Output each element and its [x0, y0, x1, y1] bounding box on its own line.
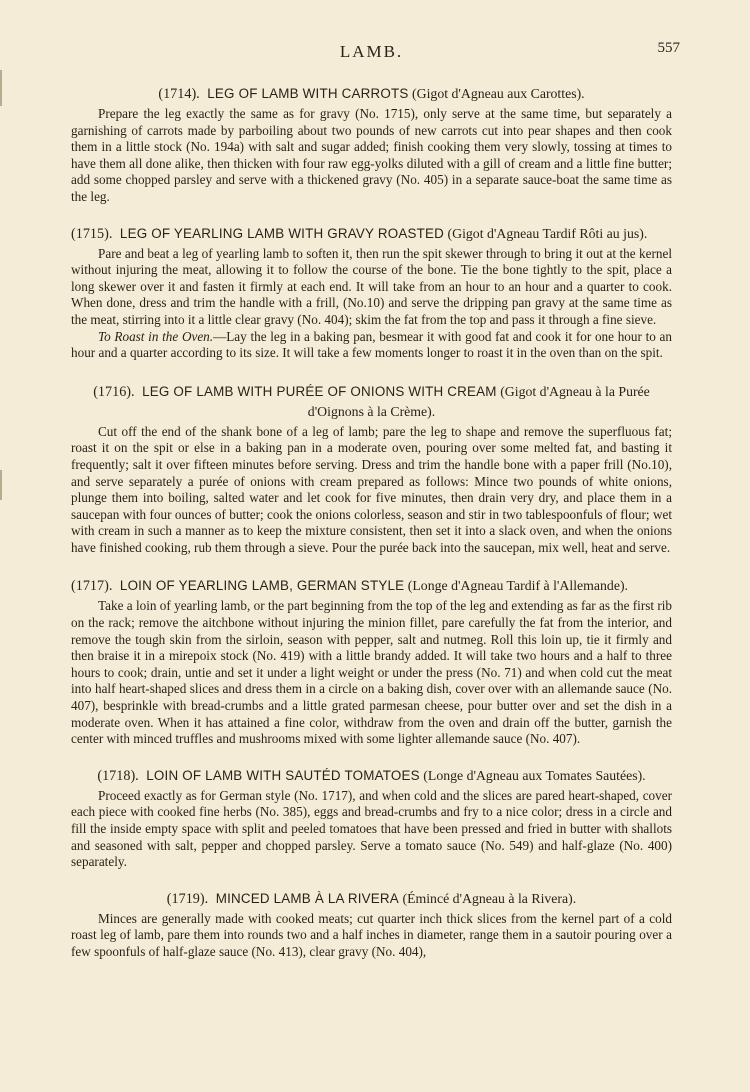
- recipe-french-title: (Longe d'Agneau Tardif à l'Allemande).: [407, 578, 628, 594]
- recipe-number: (1714).: [158, 86, 200, 102]
- recipe-number: (1719).: [166, 890, 209, 907]
- recipe-title: LEG OF YEARLING LAMB WITH GRAVY ROASTED: [119, 225, 444, 241]
- recipe-french-title: (Gigot d'Agneau à la Purée d'Oignons à la Crème).: [307, 383, 650, 419]
- recipe-1714: [71, 84, 672, 206]
- recipe-heading: [71, 224, 672, 244]
- subsection-lead: To Roast in the Oven.: [98, 328, 214, 344]
- recipe-title: MINCED LAMB À LA RIVERA: [215, 890, 399, 906]
- page-edge-mark: [0, 70, 2, 106]
- recipe-subsection: [71, 329, 672, 362]
- running-head: [71, 38, 680, 68]
- recipe-heading: [71, 766, 672, 786]
- page-number: 557: [657, 40, 680, 56]
- recipe-title: LEG OF LAMB WITH CARROTS: [207, 86, 409, 101]
- page-edge-mark: [0, 470, 2, 500]
- running-title: LAMB.: [339, 42, 404, 61]
- recipe-title: LOIN OF YEARLING LAMB, GERMAN STYLE: [119, 578, 405, 594]
- recipe-1718: [71, 766, 672, 871]
- recipe-number: (1715).: [71, 225, 113, 242]
- recipe-1719: [71, 889, 672, 961]
- recipe-heading: [71, 382, 672, 422]
- recipe-paragraph: Cut off the end of the shank bone of a leg of lamb; pare the leg to shape and remove the superfluous fat; roast it on the spit or else in a baking pan in a moderate oven, pouring over some melted fat, and basting it frequently; salt it over fifteen minutes before serving. Dress and trim the handle bone with a paper frill (No.10), and serve separately a purée of onions with cream prepared as follows: Mince two pounds of white onions, plunge them into boiling, salted water and let cook for five minutes, then drain very dry, and place them in a saucepan with four ounces of butter; cook the onions colorless, season and stir in two tablespoonfuls of flour; wet with cream in such a manner as to keep the mixture consistent, then set it into a slack oven, and when the onions have finished cooking, rub them through a sieve. Pour the purée back into the saucepan, mix well, heat and serve.: [71, 423, 672, 555]
- subsection-text: —Lay the leg in a baking pan, besmear it with good fat and cook it for one hour to an hour and a quarter according to its size. It will take a few moments longer to roast it in the oven than on the spit.: [71, 328, 672, 361]
- recipe-1717: [71, 576, 672, 747]
- recipe-number: (1718).: [97, 767, 139, 784]
- recipe-french-title: (Émincé d'Agneau à la Rivera).: [402, 890, 577, 906]
- recipe-paragraph: Pare and beat a leg of yearling lamb to soften it, then run the spit skewer through to bring it out at the kernel without injuring the meat, allowing it to follow the course of the bone. Tie the bone tightly to the spit, place a long skewer over it and fasten it firmly at each end. It will take from an hour to an hour and a quarter to cook. When done, dress and trim the handle with a frill, (No.10) and serve the dripping pan gravy at the same time as the meat, stirring into it a little clear gravy (No. 404); skim the fat from the top and pass it through a fine sieve.: [71, 245, 672, 327]
- recipe-paragraph: Prepare the leg exactly the same as for gravy (No. 1715), only serve at the same time, but separately a garnishing of carrots made by parboiling about two pounds of new carrots cut into pear shapes and then cook them in a little stock (No. 194a) with salt and sugar added; finish cooking them very slowly, tossing at times to have them all done alike, then thicken with four raw egg-yolks diluted with a gill of cream and a little fine butter; add some chopped parsley and serve with a thickened gravy (No. 405) in a separate sauce-boat the same time as the leg.: [71, 106, 672, 204]
- recipe-1716: [71, 382, 672, 557]
- recipe-paragraph: Proceed exactly as for German style (No. 1717), and when cold and the slices are pared heart-shaped, cover each piece with cooked fine herbs (No. 385), eggs and bread-crumbs and fry to a nice color; dress in a circle and fill the inside empty space with split and peeled tomatoes that have been pressed and fried in butter with shallots and seasoned with salt, pepper and chopped parsley. Serve a tomato sauce (No. 549) and half-glaze (No. 400) separately.: [71, 787, 672, 870]
- recipe-heading: [71, 889, 672, 909]
- recipe-number: (1716).: [93, 383, 135, 400]
- recipe-title: LEG OF LAMB WITH PURÉE OF ONIONS WITH CREAM: [142, 383, 497, 399]
- recipe-1715: [71, 224, 672, 362]
- recipe-french-title: (Gigot d'Agneau aux Carottes).: [412, 86, 585, 101]
- recipe-heading: [71, 84, 672, 104]
- recipe-french-title: (Gigot d'Agneau Tardif Rôti au jus).: [447, 225, 648, 241]
- recipe-title: LOIN OF LAMB WITH SAUTÉD TOMATOES: [146, 767, 420, 783]
- recipe-paragraph: Take a loin of yearling lamb, or the part beginning from the top of the leg and extending as far as the first rib on the rack; remove the aitchbone without injuring the minion fillet, pare carefully the fat from the interior, and remove the tough skin from the sirloin, season with pepper, salt and nutmeg. Roll this loin up, tie it firmly and then braise it in a mirepoix stock (No. 419) with a little brandy added. It will take two hours and a half to three hours to cook; drain, untie and set it under a light weight or under the press (No. 71) and when cold cut the meat into half heart-shaped slices and dress them in a circle on a baking dish, cover over with an allemande sauce (No. 407), besprinkle with bread-crumbs and a little grated parmesan cheese, pour butter over and set the dish in a moderate oven. When it has attained a fine color, withdraw from the oven and drain off the butter, garnish the center with minced truffles and mushrooms mixed with some lighter allemande sauce (No. 407).: [71, 598, 672, 747]
- recipe-french-title: (Longe d'Agneau aux Tomates Sautées).: [423, 767, 646, 783]
- recipe-paragraph: Minces are generally made with cooked meats; cut quarter inch thick slices from the kernel part of a cold roast leg of lamb, pare them into rounds two and a half inches in diameter, range them in a sautoir pouring over a few spoonfuls of half-glaze sauce (No. 413), clear gravy (No. 404),: [71, 910, 672, 959]
- recipe-heading: [71, 576, 672, 596]
- recipe-number: (1717).: [71, 578, 113, 595]
